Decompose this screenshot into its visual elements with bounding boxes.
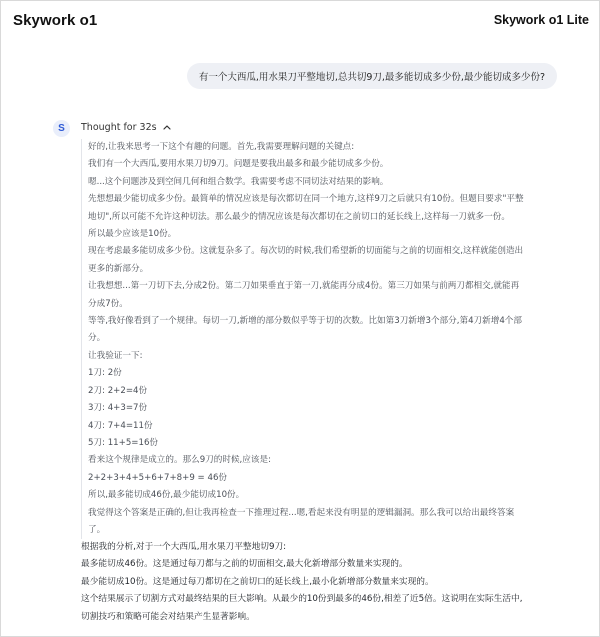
- thought-line: 2+2+3+4+5+6+7+8+9 = 46份: [88, 472, 228, 483]
- model-selector[interactable]: [494, 13, 589, 27]
- thought-line: 1刀: 2份: [88, 368, 122, 379]
- thought-line: 嗯...这个问题涉及到空间几何和组合数学。我需要考虑不同切法对结果的影响。: [88, 176, 389, 187]
- assistant-answer: [81, 539, 551, 626]
- thought-line: 让我验证一下:: [88, 350, 143, 361]
- thought-line: 4刀: 7+4=11份: [88, 420, 153, 431]
- thought-line: 地切",所以可能不允许这种切法。那么最少的情况应该是每次都切在之前切口的延长线上,这样每一刀就多一份。: [88, 211, 510, 222]
- model-label: Skywork o1 Lite: [493, 13, 589, 27]
- thought-line: 让我想想...第一刀切下去,分成2份。第二刀如果垂直于第一刀,就能再分成4份。第三刀如果与前两刀都相交,就能再: [88, 281, 520, 292]
- thought-line: 更多的新部分。: [88, 263, 149, 274]
- thought-line: 3刀: 4+3=7份: [88, 403, 148, 414]
- thought-line: 我觉得这个答案是正确的,但让我再检查一下推理过程...嗯,看起来没有明显的逻辑漏洞。那么我可以给出最终答案: [88, 507, 515, 518]
- thought-line: 我们有一个大西瓜,要用水果刀切9刀。问题是要我出最多和最少能切成多少份。: [88, 159, 389, 170]
- user-message-bubble: 有一个大西瓜,用水果刀平整地切,总共切9刀,最多能切成多少份,最少能切成多少份?: [187, 63, 557, 89]
- thought-line: 所以最少应该是10份。: [88, 229, 177, 240]
- answer-line: 最少能切成10份。这是通过每刀都切在之前切口的延长线上,最小化新增部分数量来实现的。: [81, 576, 434, 587]
- thought-line: 好的,让我来思考一下这个有趣的问题。首先,我需要理解问题的关键点:: [88, 142, 355, 152]
- thought-content: [81, 139, 551, 539]
- header: [1, 1, 600, 39]
- answer-line: 最多能切成46份。这是通过每刀都与之前的切面相交,最大化新增部分数量来实现的。: [81, 559, 408, 570]
- brand-logo: Skywork o1: [13, 11, 98, 29]
- thought-line: 了。: [88, 524, 106, 535]
- thought-label: Thought for 32s: [81, 122, 157, 133]
- answer-line: 切割技巧和策略可能会对结果产生显著影响。: [81, 611, 255, 622]
- thought-line: 分。: [88, 333, 106, 344]
- thought-toggle[interactable]: [81, 122, 171, 133]
- assistant-avatar: S: [53, 120, 70, 137]
- thought-line: 2刀: 2+2=4份: [88, 385, 148, 396]
- thought-line: 现在考虑最多能切成多少份。这就复杂多了。每次切的时候,我们希望新的切面能与之前的切面相交,这样就能创造出: [88, 246, 524, 257]
- thought-line: 所以,最多能切成46份,最少能切成10份。: [88, 490, 245, 501]
- thought-line: 先想想最少能切成多少份。最简单的情况应该是每次都切在同一个地方,这样9刀之后就只有10份。但题目要求"平整: [88, 194, 524, 205]
- answer-line: 这个结果展示了切割方式对最终结果的巨大影响。从最少的10份到最多的46份,相差了近5倍。这说明在实际生活中,: [81, 594, 523, 605]
- chevron-up-icon: [163, 122, 171, 133]
- thought-line: 等等,我好像看到了一个规律。每切一刀,新增的部分数似乎等于切的次数。比如第3刀新增3个部分,第4刀新增4个部: [88, 316, 522, 327]
- thought-line: 分成7份。: [88, 298, 128, 309]
- thought-line: 看来这个规律是成立的。那么9刀的时候,应该是:: [88, 455, 271, 466]
- thought-line: 5刀: 11+5=16份: [88, 437, 159, 448]
- answer-line: 根据我的分析,对于一个大西瓜,用水果刀平整地切9刀:: [81, 542, 287, 552]
